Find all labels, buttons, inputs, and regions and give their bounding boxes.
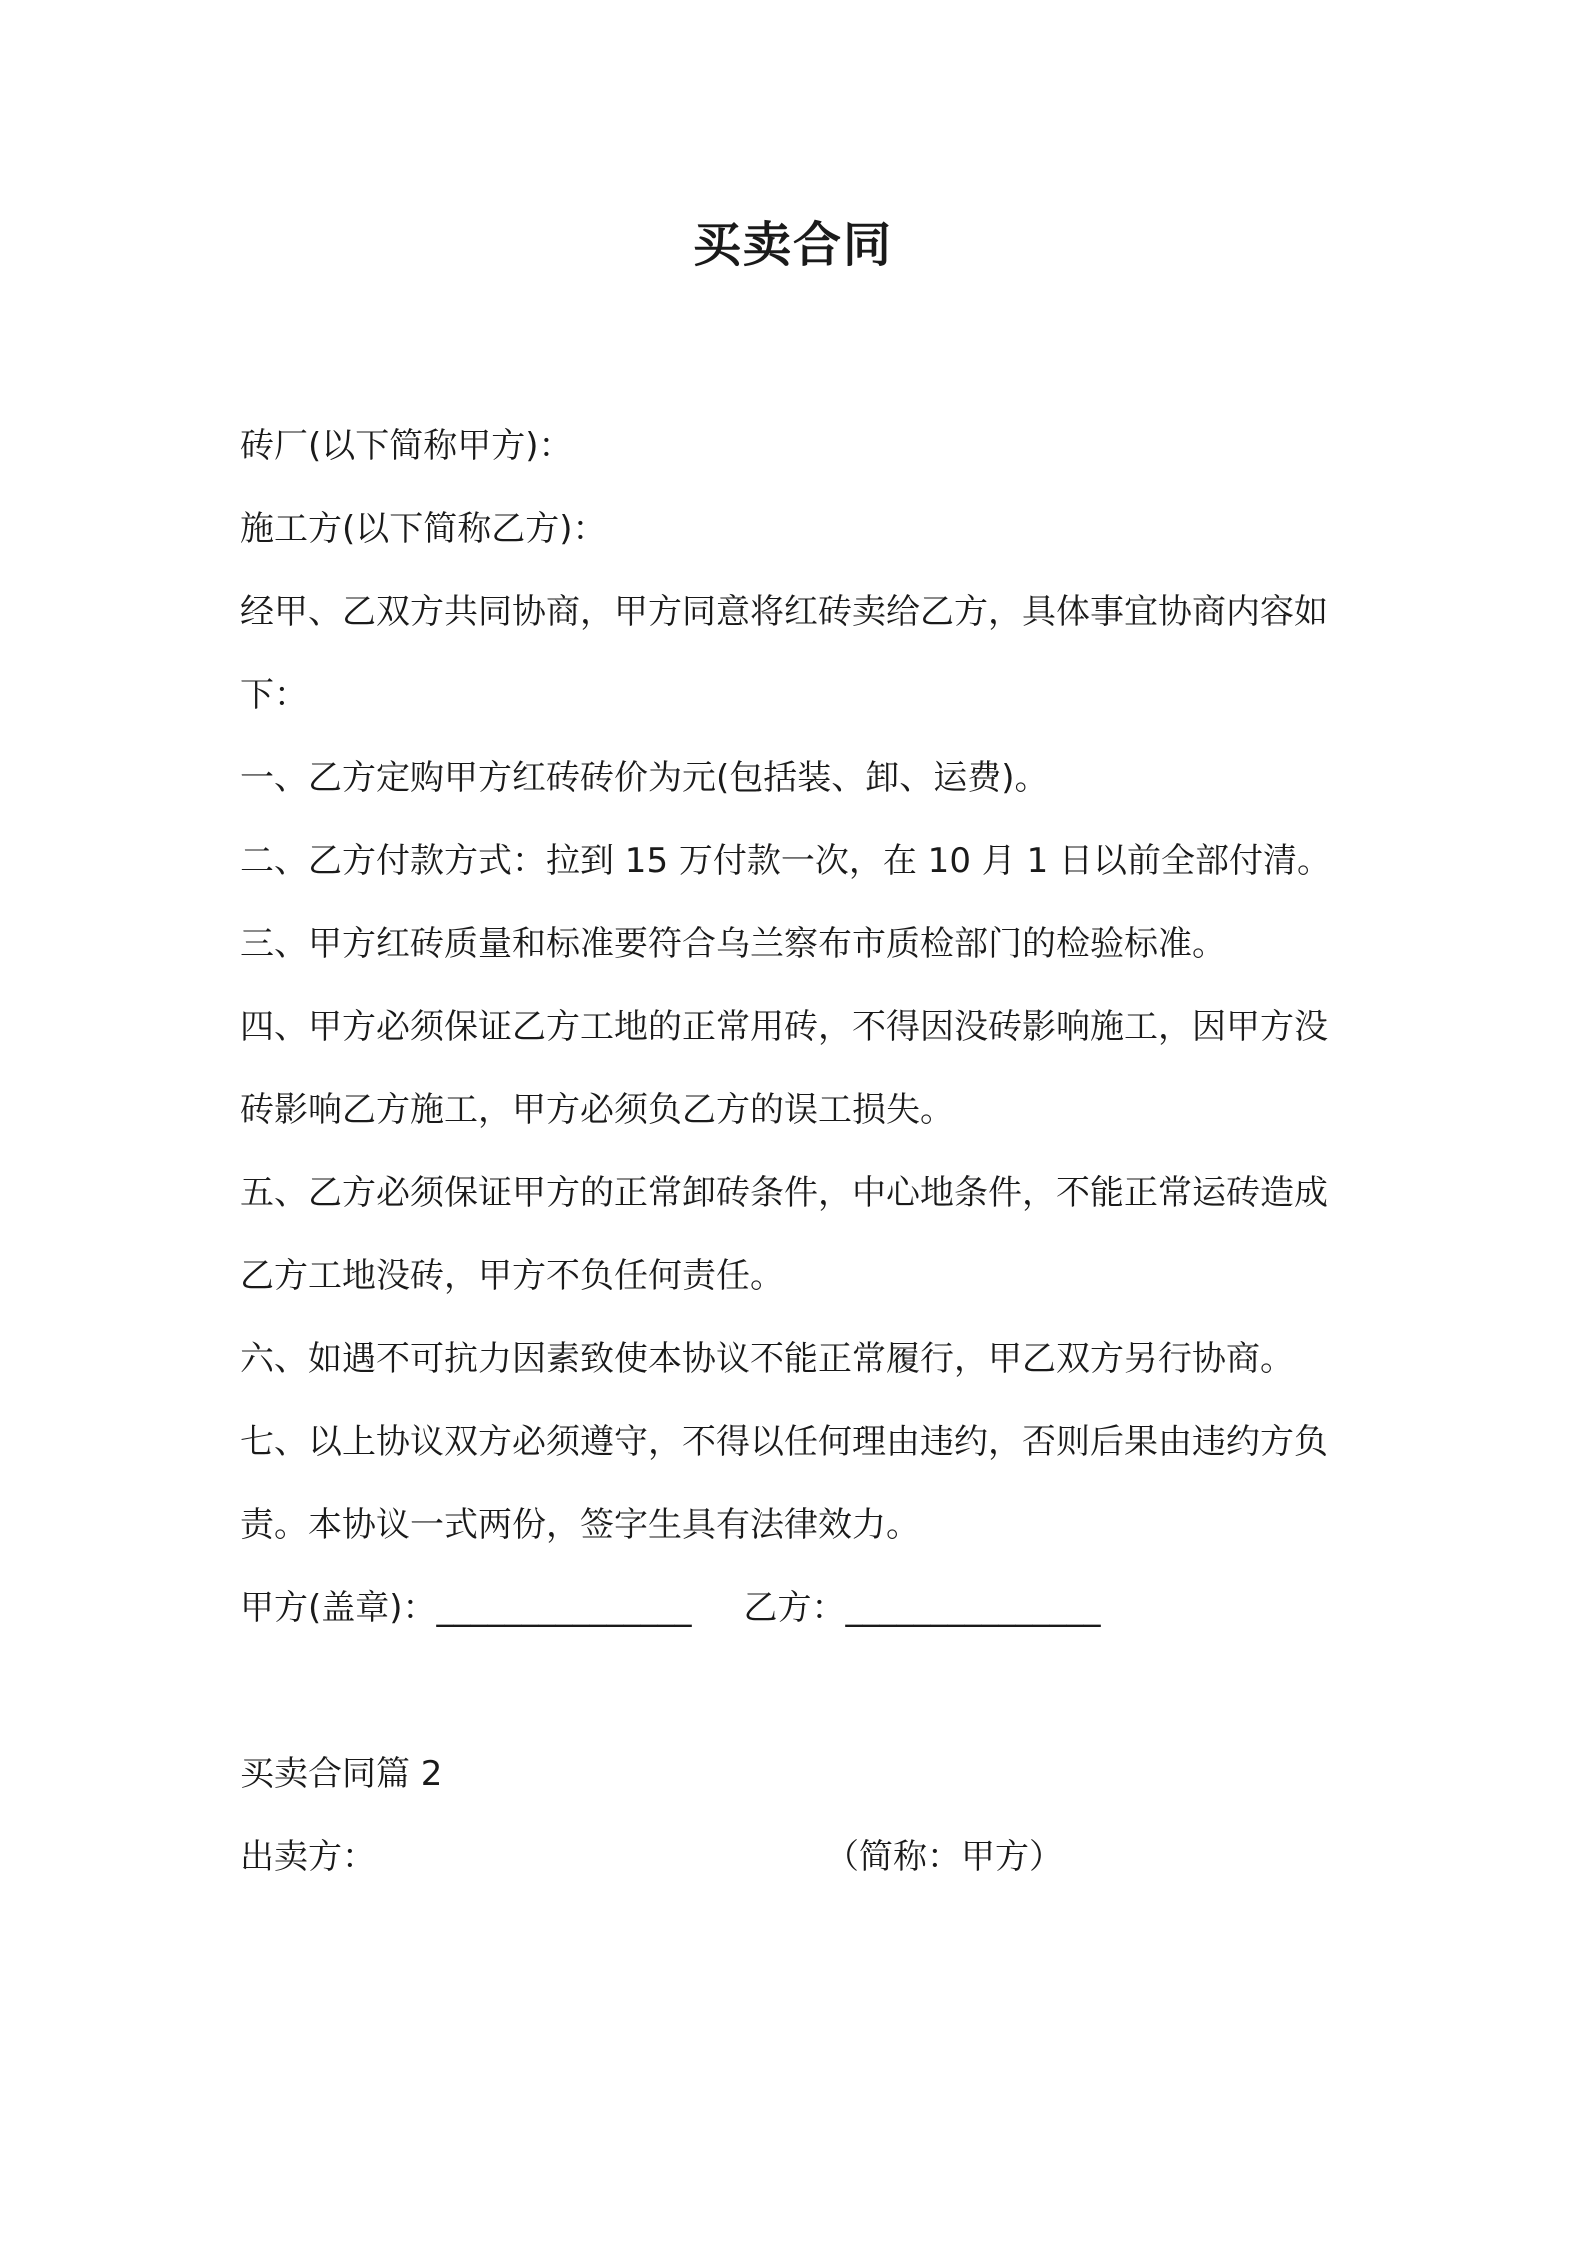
signature-row [240,1567,1360,1650]
seller-row [240,1816,1360,1899]
clause-5: 五、乙方必须保证甲方的正常卸砖条件，中心地条件，不能正常运砖造成乙方工地没砖，甲方不负任何责任。 [240,1173,1328,1296]
intro-paragraph: 经甲、乙双方共同协商，甲方同意将红砖卖给乙方，具体事宜协商内容如下： [240,592,1328,715]
party-b-line: 施工方(以下简称乙方)： [240,509,607,549]
clause-7: 七、以上协议双方必须遵守，不得以任何理由违约，否则后果由违约方负责。本协议一式两份，签字生具有法律效力。 [240,1422,1328,1545]
clause-6: 六、如遇不可抗力因素致使本协议不能正常履行，甲乙双方另行协商。 [240,1339,1294,1379]
seller-short-name: （简称：甲方） [825,1837,1063,1877]
seller-label: 出卖方： [240,1837,376,1877]
party-a-line: 砖厂(以下简称甲方)： [240,426,573,466]
party-b-signature: 乙方：_______________ [743,1588,1101,1628]
contract-body [240,405,1360,1899]
document-title: 买卖合同 [692,217,893,273]
clause-1: 一、乙方定购甲方红砖砖价为元(包括装、卸、运费)。 [240,758,1049,798]
clause-3: 三、甲方红砖质量和标准要符合乌兰察布市质检部门的检验标准。 [240,924,1226,964]
clause-4: 四、甲方必须保证乙方工地的正常用砖，不得因没砖影响施工，因甲方没砖影响乙方施工，甲方必须负乙方的误工损失。 [240,1007,1328,1130]
section-2-heading: 买卖合同篇 2 [240,1754,443,1794]
section-spacer [240,1650,1360,1733]
party-a-signature: 甲方(盖章)：_______________ [240,1588,692,1628]
clause-2: 二、乙方付款方式：拉到 15 万付款一次，在 10 月 1 日以前全部付清。 [240,841,1332,881]
